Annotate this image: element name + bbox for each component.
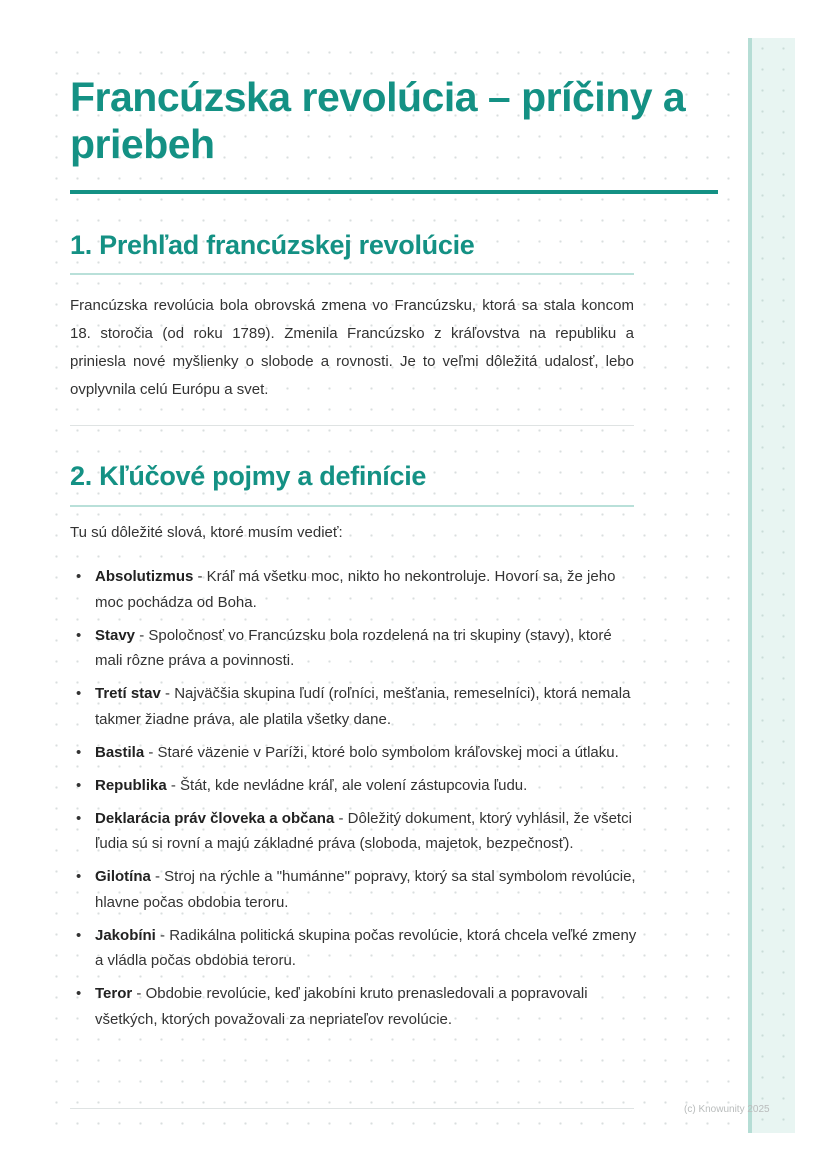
bullet-icon: •: [76, 809, 82, 827]
section-underline: [70, 273, 634, 275]
definition: - Najväčšia skupina ľudí (roľníci, mešťania, remeselníci), ktorá nemala takmer žiadne práva, ale platila všetky dane.: [95, 685, 631, 728]
term: Gilotína: [95, 868, 151, 885]
definition: - Staré väzenie v Paríži, ktoré bolo symbolom kráľovskej moci a útlaku.: [144, 743, 619, 761]
copyright-footer: (c) Knowunity 2025: [684, 1104, 770, 1115]
definition: - Spoločnosť vo Francúzsku bola rozdelená na tri skupiny (stavy), ktoré mali rôzne práva a povinnosti.: [95, 626, 612, 669]
list-item: [70, 681, 640, 732]
definition: - Dôležitý dokument, ktorý vyhlásil, že všetci ľudia sú si rovní a majú základné práva (sloboda, majetok, bezpečnosť).: [95, 809, 632, 852]
definition: - Štát, kde nevládne kráľ, ale volení zástupcovia ľudu.: [166, 776, 528, 794]
key-terms-intro: Tu sú dôležité slová, ktoré musím vedieť:: [70, 524, 343, 541]
bullet-icon: •: [76, 985, 82, 1002]
section-heading-key-terms: 2. Kľúčové pojmy a definície: [70, 461, 427, 491]
definition: - Obdobie revolúcie, keď jakobíni kruto prenasledovali a popravovali všetkých, ktorých považovali za nepriateľov revolúcie.: [95, 985, 588, 1028]
term: Stavy: [95, 626, 136, 644]
section-divider: [70, 425, 634, 426]
document-title: Francúzska revolúcia – príčiny a priebeh: [70, 74, 686, 167]
list-item: [70, 740, 640, 766]
bullet-icon: •: [76, 685, 82, 702]
section-underline: [70, 505, 634, 507]
page-margin-sidebar: [748, 38, 795, 1133]
list-item: [70, 864, 640, 915]
list-item: [70, 923, 640, 974]
definition: - Stroj na rýchle a "humánne" popravy, ktorý sa stal symbolom revolúcie, hlavne počas obdobia teroru.: [95, 868, 636, 911]
section-heading-overview: 1. Prehľad francúzskej revolúcie: [70, 230, 475, 260]
list-item: [70, 806, 640, 857]
definition: - Radikálna politická skupina počas revolúcie, ktorá chcela veľké zmeny a vládla počas obdobia teroru.: [95, 926, 637, 969]
list-item: [70, 773, 640, 799]
term: Tretí stav: [95, 685, 161, 702]
bullet-icon: •: [76, 926, 82, 944]
bullet-icon: •: [76, 568, 82, 585]
bullet-icon: •: [76, 776, 82, 794]
term: Republika: [95, 776, 167, 794]
footer-divider: [70, 1108, 634, 1109]
list-item: [70, 623, 640, 674]
definition: - Kráľ má všetku moc, nikto ho nekontroluje. Hovorí sa, že jeho moc pochádza od Boha.: [95, 568, 616, 611]
list-item: [70, 981, 640, 1032]
key-terms-list: [70, 564, 640, 1040]
overview-paragraph: Francúzska revolúcia bola obrovská zmena vo Francúzsku, ktorá sa stala koncom 18. storočia (od roku 1789). Zmenila Francúzsko z kráľovstva na republiku a priniesla nové myšlienky o slobode a rovnosti. Je to veľmi dôležitá udalosť, lebo ovplyvnila celú Európu a svet.: [70, 297, 634, 398]
bullet-icon: •: [76, 743, 82, 761]
term: Absolutizmus: [95, 568, 194, 585]
term: Jakobíni: [95, 926, 156, 944]
term: Bastila: [95, 743, 145, 761]
title-underline: [70, 190, 718, 194]
bullet-icon: •: [76, 868, 82, 885]
term: Teror: [95, 985, 133, 1002]
list-item: [70, 564, 640, 615]
term: Deklarácia práv človeka a občana: [95, 809, 335, 827]
bullet-icon: •: [76, 626, 82, 644]
